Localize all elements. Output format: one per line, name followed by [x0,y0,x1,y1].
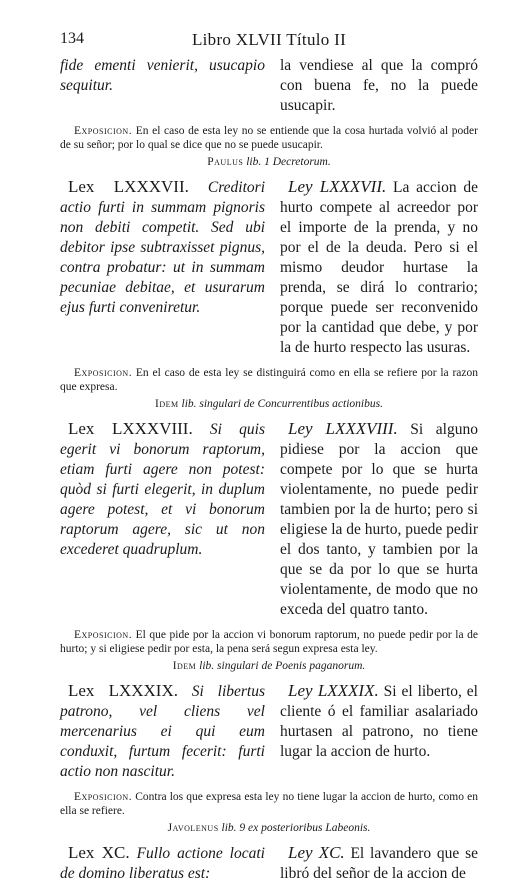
continuation-block [60,56,478,116]
page-header [60,30,478,56]
spanish-text [280,842,478,884]
source-citation [60,156,478,168]
source-reference: lib. singulari de Concurrentibus actionibus. [181,398,383,410]
exposition-label: Exposicion. [74,367,133,379]
exposition-label: Exposicion. [74,791,133,803]
latin-text [60,680,265,782]
latin-body: Fullo actione locati de domino liberatus est: [60,845,265,882]
law-90 [60,842,478,884]
latin-body: Si quis egerit vi bonorum raptorum, etiam furti agere non potest: quòd si furti elegerit, in duplum agere potest, et vi bonorum raptorum agere, sic ut non excederet quadruplum. [60,421,265,558]
source-reference: lib. singulari de Poenis paganorum. [199,660,366,672]
spanish-body: El lavandero que se libró del señor de la accion de [280,845,478,882]
source-reference: lib. 1 Decretorum. [246,156,331,168]
lex-number: Lex LXXXVII. [68,177,189,196]
spanish-text: la vendiese al que la compró con buena fe, no la puede usucapir. [280,57,478,114]
exposition-text: En el caso de esta ley no se entiende que la cosa hurtada volvió al poder de su señor; por lo qual se dice que no se puede usucapir. [60,125,478,151]
exposition-text: Contra los que expresa esta ley no tiene lugar la accion de hurto, como en ella se refiere. [60,791,479,817]
page-number: 134 [60,30,84,47]
lex-number: Lex XC. [68,843,130,862]
exposition-text: En el caso de esta ley se distinguirá como en ella se refiere por la razon que expresa. [60,367,479,393]
spanish-body: La accion de hurto compete al acreedor por el importe de la prenda, y no por el de la deuda. Pero si el mismo deudor hurtase la prenda, se dirá lo contrario; porque puede ser reconvenido por la cantidad que debe, y por la de hurto respecto las usuras. [280,179,479,356]
latin-body: Creditori actio furti in summam pignoris non debiti competit. Sed ubi debitor ipse subtraxisset pignus, contra probatur: ut in summam pecuniae debitae, et usurarum ejus furti conveniretur. [60,179,266,316]
law-88 [60,418,478,620]
ley-number: Ley LXXXIX. [288,681,379,700]
latin-body: Si libertus patrono, vel cliens vel mercenarius ei qui eum conduxit, furtum fecerit: furti actio non nascitur. [60,683,266,780]
latin-text [60,176,265,358]
exposition [60,628,478,656]
spanish-text [280,176,478,358]
law-89 [60,680,478,782]
exposition [60,790,478,818]
ley-number: Ley LXXXVIII. [288,419,398,438]
exposition-label: Exposicion. [74,125,133,137]
law-87 [60,176,478,358]
running-title: Libro XLVII Título II [191,30,347,49]
source-citation [60,398,478,410]
source-reference: lib. 9 ex posterioribus Labeonis. [221,822,371,834]
page [60,30,478,884]
spanish-text [280,418,478,620]
latin-text [60,418,265,620]
exposition [60,124,478,152]
source-citation [60,822,478,834]
latin-text [60,842,265,884]
source-author: Paulus [207,156,244,168]
source-author: Javolenus [167,822,219,834]
source-author: Idem [172,660,197,672]
source-citation [60,660,478,672]
lex-number: Lex LXXXIX. [68,681,178,700]
ley-number: Ley LXXXVII. [288,177,387,196]
spanish-text [280,680,478,782]
source-author: Idem [155,398,179,410]
latin-text: fide ementi venierit, usucapio sequitur. [60,57,265,94]
exposition [60,366,478,394]
exposition-text: El que pide por la accion vi bonorum raptorum, no puede pedir por la de hurto; y si eligiese pedir por esta, la pena será segun expresa esta ley. [60,629,478,655]
spanish-body: Si el liberto, el cliente ó el familiar asalariado hurtasen al patrono, no tiene lugar la accion de hurto. [280,683,478,760]
ley-number: Ley XC. [288,843,345,862]
lex-number: Lex LXXXVIII. [68,419,193,438]
exposition-label: Exposicion. [74,629,133,641]
spanish-body: Si alguno pidiese por la accion que compete por lo que se hurta violentamente, no puede pedir tambien por la de hurto; pero si eligiese la de hurto, puede pedir el dos tanto, y tambien por la que se da por lo que se hurta violentamente, de modo que no exceda del quatro tanto. [280,421,478,618]
